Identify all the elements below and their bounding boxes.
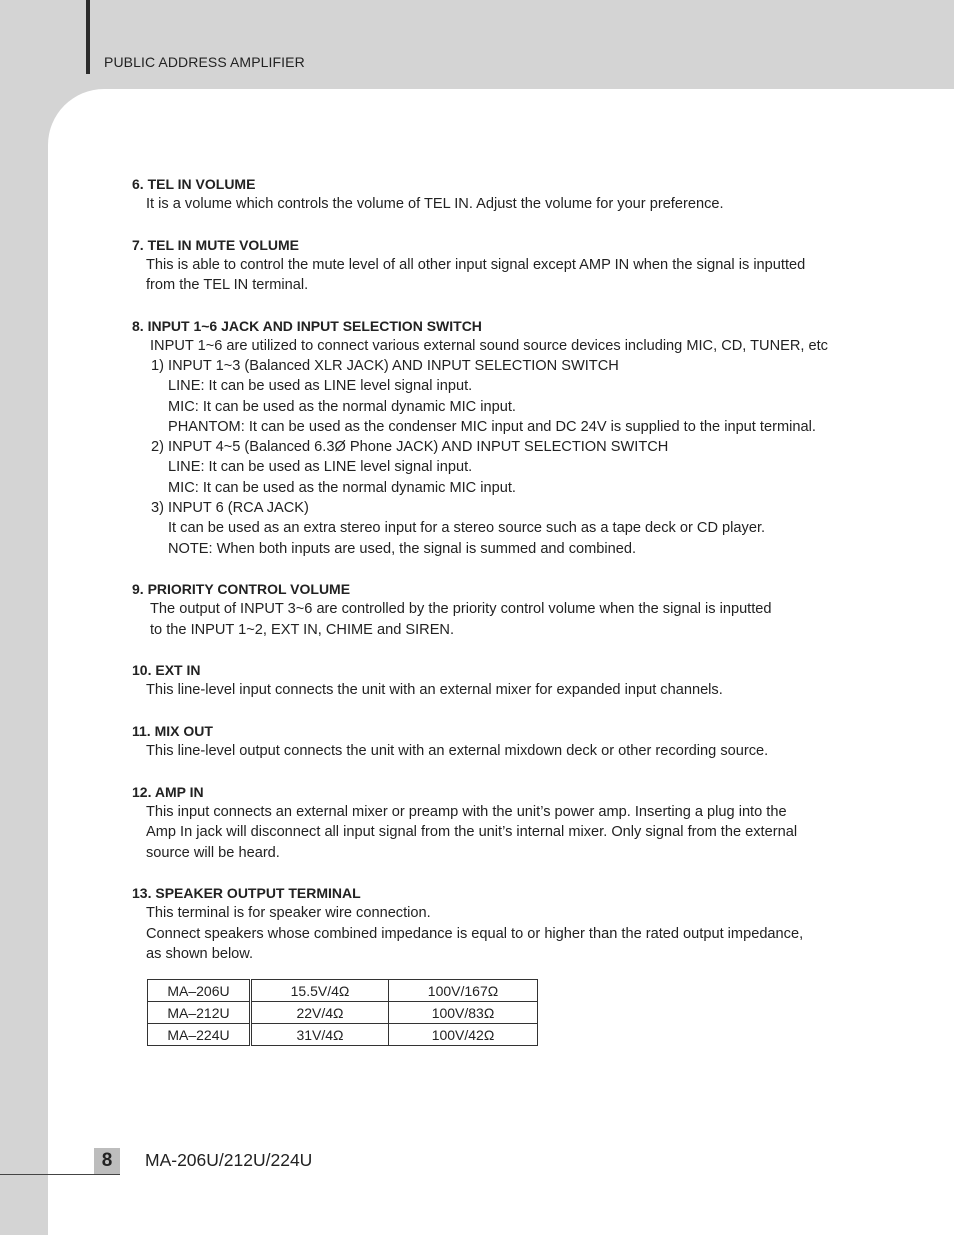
high-impedance-cell: 100V/167Ω [389, 980, 538, 1002]
body-text: MIC: It can be used as the normal dynamic MIC input. [168, 480, 516, 496]
body-text: Amp In jack will disconnect all input signal from the unit’s internal mixer. Only signal from the external [146, 824, 798, 840]
section-heading: 9. PRIORITY CONTROL VOLUME [132, 581, 351, 597]
high-impedance-cell: 100V/42Ω [389, 1024, 538, 1046]
body-text: Connect speakers whose combined impedance is equal to or higher than the rated output impedance, [146, 926, 804, 942]
section-heading: 8. INPUT 1~6 JACK AND INPUT SELECTION SWITCH [132, 318, 482, 334]
model-cell: MA–212U [148, 1002, 251, 1024]
body-text: source will be heard. [146, 845, 280, 861]
high-impedance-cell: 100V/83Ω [389, 1002, 538, 1024]
table-row [148, 1024, 538, 1046]
model-cell: MA–206U [148, 980, 251, 1002]
table-row [148, 1002, 538, 1024]
section-heading: 13. SPEAKER OUTPUT TERMINAL [132, 885, 361, 901]
body-text: It is a volume which controls the volume of TEL IN. Adjust the volume for your preference. [146, 196, 724, 212]
body-text: LINE: It can be used as LINE level signal input. [168, 459, 473, 475]
body-text: MIC: It can be used as the normal dynamic MIC input. [168, 399, 516, 415]
low-impedance-cell: 22V/4Ω [251, 1002, 389, 1024]
body-text: This terminal is for speaker wire connection. [146, 905, 431, 921]
speaker-impedance-table [147, 979, 538, 1046]
body-text: NOTE: When both inputs are used, the signal is summed and combined. [168, 541, 637, 557]
body-text: This line-level input connects the unit with an external mixer for expanded input channels. [146, 682, 723, 698]
section-heading: 6. TEL IN VOLUME [132, 176, 256, 192]
section-heading: 12. AMP IN [132, 784, 204, 800]
model-cell: MA–224U [148, 1024, 251, 1046]
footer-model-name: MA-206U/212U/224U [145, 1150, 313, 1170]
body-text: LINE: It can be used as LINE level signal input. [168, 378, 473, 394]
body-text: 1) INPUT 1~3 (Balanced XLR JACK) AND INPUT SELECTION SWITCH [151, 358, 619, 374]
section-heading: 10. EXT IN [132, 662, 201, 678]
low-impedance-cell: 15.5V/4Ω [251, 980, 389, 1002]
body-text: PHANTOM: It can be used as the condenser MIC input and DC 24V is supplied to the input terminal. [168, 419, 816, 435]
body-text: from the TEL IN terminal. [146, 277, 309, 293]
table-row [148, 980, 538, 1002]
body-text: 2) INPUT 4~5 (Balanced 6.3Ø Phone JACK) AND INPUT SELECTION SWITCH [151, 439, 669, 455]
body-text: to the INPUT 1~2, EXT IN, CHIME and SIREN. [150, 622, 455, 638]
header-accent-bar [86, 0, 90, 74]
body-text: 3) INPUT 6 (RCA JACK) [151, 500, 309, 516]
body-text: This is able to control the mute level of all other input signal except AMP IN when the signal is inputted [146, 257, 806, 273]
body-text: INPUT 1~6 are utilized to connect various external sound source devices including MIC, CD, TUNER, etc [150, 338, 828, 354]
header-title: PUBLIC ADDRESS AMPLIFIER [104, 54, 305, 70]
body-text: The output of INPUT 3~6 are controlled by the priority control volume when the signal is inputted [150, 601, 772, 617]
body-text: It can be used as an extra stereo input for a stereo source such as a tape deck or CD player. [168, 520, 766, 536]
body-text: This line-level output connects the unit with an external mixdown deck or other recording source. [146, 743, 769, 759]
body-text: as shown below. [146, 946, 254, 962]
section-heading: 7. TEL IN MUTE VOLUME [132, 237, 299, 253]
footer-rule [0, 1174, 120, 1175]
low-impedance-cell: 31V/4Ω [251, 1024, 389, 1046]
body-text: This input connects an external mixer or preamp with the unit’s power amp. Inserting a plug into the [146, 804, 787, 820]
page-number: 8 [94, 1148, 120, 1174]
section-heading: 11. MIX OUT [132, 723, 213, 739]
